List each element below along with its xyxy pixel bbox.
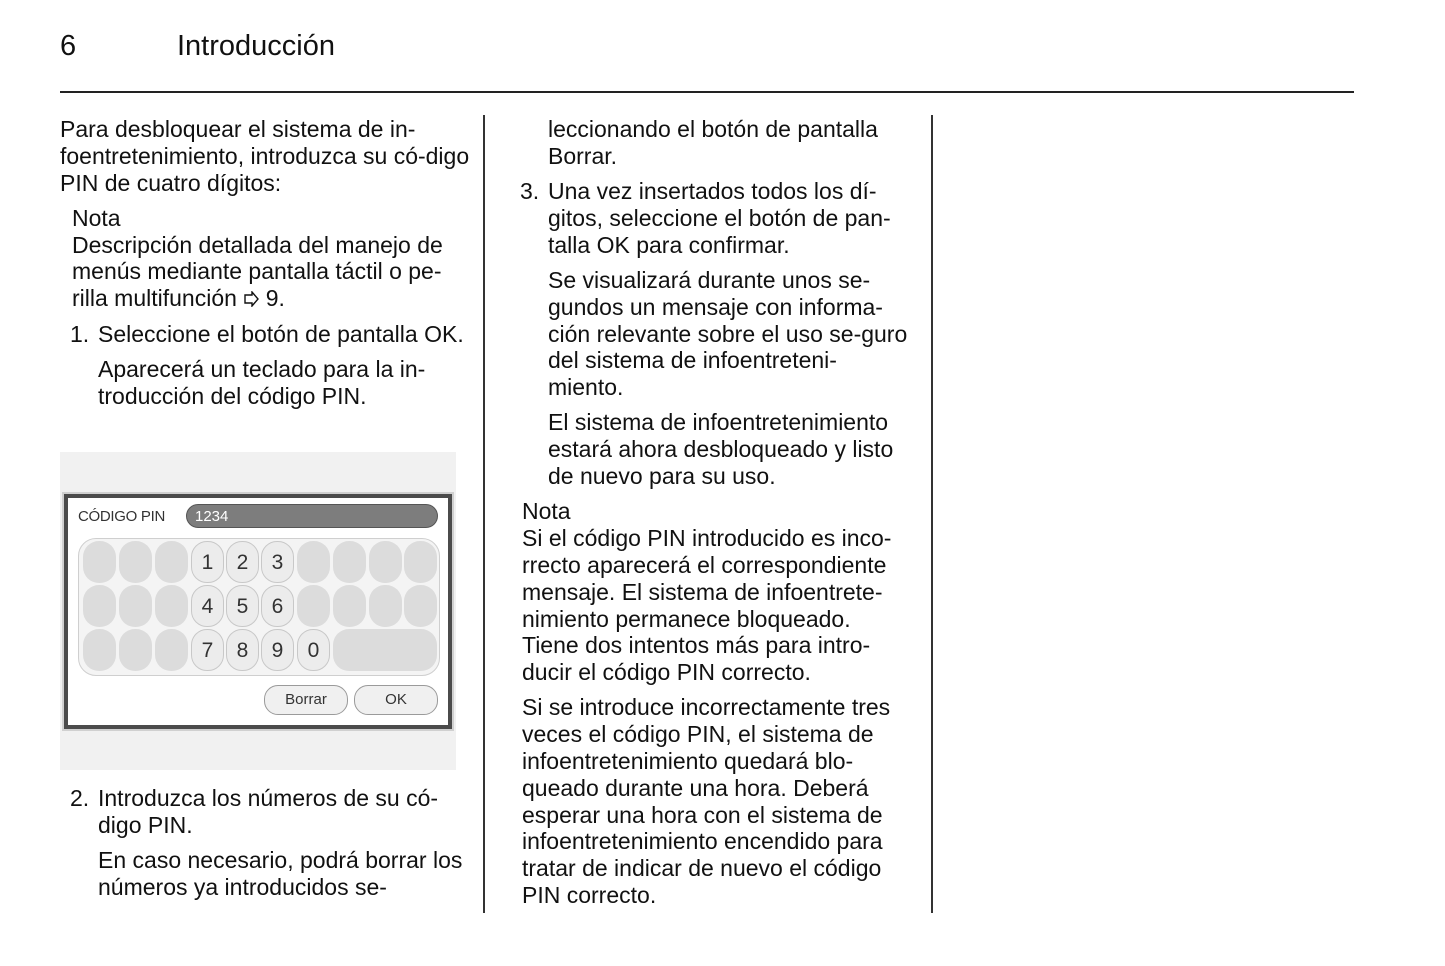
column-left	[60, 116, 470, 418]
reference-arrow-icon	[243, 285, 259, 311]
note-title: Nota	[72, 204, 121, 231]
keypad-blank-key	[155, 629, 188, 671]
keypad-blank-key	[369, 585, 402, 627]
keypad-key-6[interactable]: 6	[261, 585, 294, 627]
keypad-key-3[interactable]: 3	[261, 541, 294, 583]
column-divider-1	[483, 115, 485, 913]
column-divider-2	[931, 115, 933, 913]
pin-input[interactable]: 1234	[186, 504, 438, 528]
step-subtext: El sistema de infoentretenimiento estará ahora desbloqueado y listo de nuevo para su uso.	[548, 409, 894, 490]
step-1	[60, 321, 470, 410]
column-left-continued	[60, 785, 470, 909]
step-subtext: En caso necesario, podrá borrar los números ya introducidos se-	[98, 847, 463, 900]
keypad-blank-key	[333, 585, 366, 627]
final-paragraph: Si se introduce incorrectamente tres veces el código PIN, el sistema de infoentretenimiento quedará blo-queado durante una hora. Deberá esperar una hora con el sistema de infoentretenimiento encendido para tratar de indicar de nuevo el código PIN correcto.	[522, 694, 891, 909]
delete-button[interactable]: Borrar	[264, 685, 348, 715]
step-text: Introduzca los números de su có-digo PIN.	[98, 785, 439, 838]
step-2-continuation: leccionando el botón de pantalla Borrar.	[548, 116, 878, 169]
keypad-key-5[interactable]: 5	[226, 585, 259, 627]
intro-paragraph: Para desbloquear el sistema de in-foentretenimiento, introduzca su có-digo PIN de cuatro dígitos:	[60, 116, 470, 196]
keypad-blank-key	[83, 629, 116, 671]
note-title: Nota	[522, 498, 571, 525]
step-number: 2.	[70, 785, 90, 811]
keypad-key-9[interactable]: 9	[261, 629, 294, 671]
keypad-key-8[interactable]: 8	[226, 629, 259, 671]
step-subtext: Aparecerá un teclado para la in-troducción del código PIN.	[98, 355, 426, 409]
step-text: Una vez insertados todos los dí-gitos, seleccione el botón de pan-talla OK para confirmar.	[548, 178, 891, 258]
step-number: 3.	[520, 178, 540, 205]
keypad-key-4[interactable]: 4	[191, 585, 224, 627]
page-title: Introducción	[177, 30, 335, 62]
keypad-blank-key	[297, 541, 330, 583]
pin-label: CÓDIGO PIN	[78, 508, 166, 525]
header-rule	[60, 91, 1354, 93]
note-block	[60, 205, 470, 312]
keypad-blank-key	[404, 585, 437, 627]
keypad-blank-key	[404, 541, 437, 583]
softkey-ok: OK	[596, 231, 630, 258]
keypad	[78, 538, 440, 676]
keypad-blank-key	[333, 541, 366, 583]
softkey-ok: OK	[424, 320, 458, 347]
keypad-key-0[interactable]: 0	[297, 629, 330, 671]
note-block	[510, 498, 910, 908]
softkey-borrar: Borrar	[548, 142, 611, 169]
pin-screen	[64, 494, 452, 729]
note-text: Si el código PIN introducido es inco-rrecto aparecerá el correspondiente mensaje. El sistema de infoentrete-nimiento permanece bloqueado. Tiene dos intentos más para intro-ducir el código PIN correcto.	[522, 525, 892, 686]
ok-button[interactable]: OK	[354, 685, 438, 715]
step-2	[60, 785, 470, 901]
keypad-blank-key	[369, 541, 402, 583]
keypad-key-2[interactable]: 2	[226, 541, 259, 583]
column-middle	[510, 116, 910, 917]
keypad-blank-key	[119, 585, 152, 627]
keypad-blank-key-wide	[333, 629, 437, 671]
step-subtext: Se visualizará durante unos se-gundos un mensaje con informa-ción relevante sobre el uso se-guro del sistema de infoentreteni-miento.	[548, 266, 908, 401]
keypad-blank-key	[83, 541, 116, 583]
page-number: 6	[60, 30, 77, 62]
step-3	[510, 178, 910, 490]
note-text: Descripción detallada del manejo de menús mediante pantalla táctil o pe-rilla multifunción 9.	[72, 231, 443, 312]
keypad-blank-key	[119, 629, 152, 671]
keypad-blank-key	[155, 585, 188, 627]
step-text: Seleccione el botón de pantalla OK.	[98, 320, 464, 347]
keypad-blank-key	[119, 541, 152, 583]
keypad-blank-key	[297, 585, 330, 627]
keypad-blank-key	[155, 541, 188, 583]
step-number: 1.	[70, 320, 90, 347]
keypad-key-1[interactable]: 1	[191, 541, 224, 583]
pin-screen-illustration	[60, 452, 456, 770]
keypad-blank-key	[83, 585, 116, 627]
keypad-key-7[interactable]: 7	[191, 629, 224, 671]
